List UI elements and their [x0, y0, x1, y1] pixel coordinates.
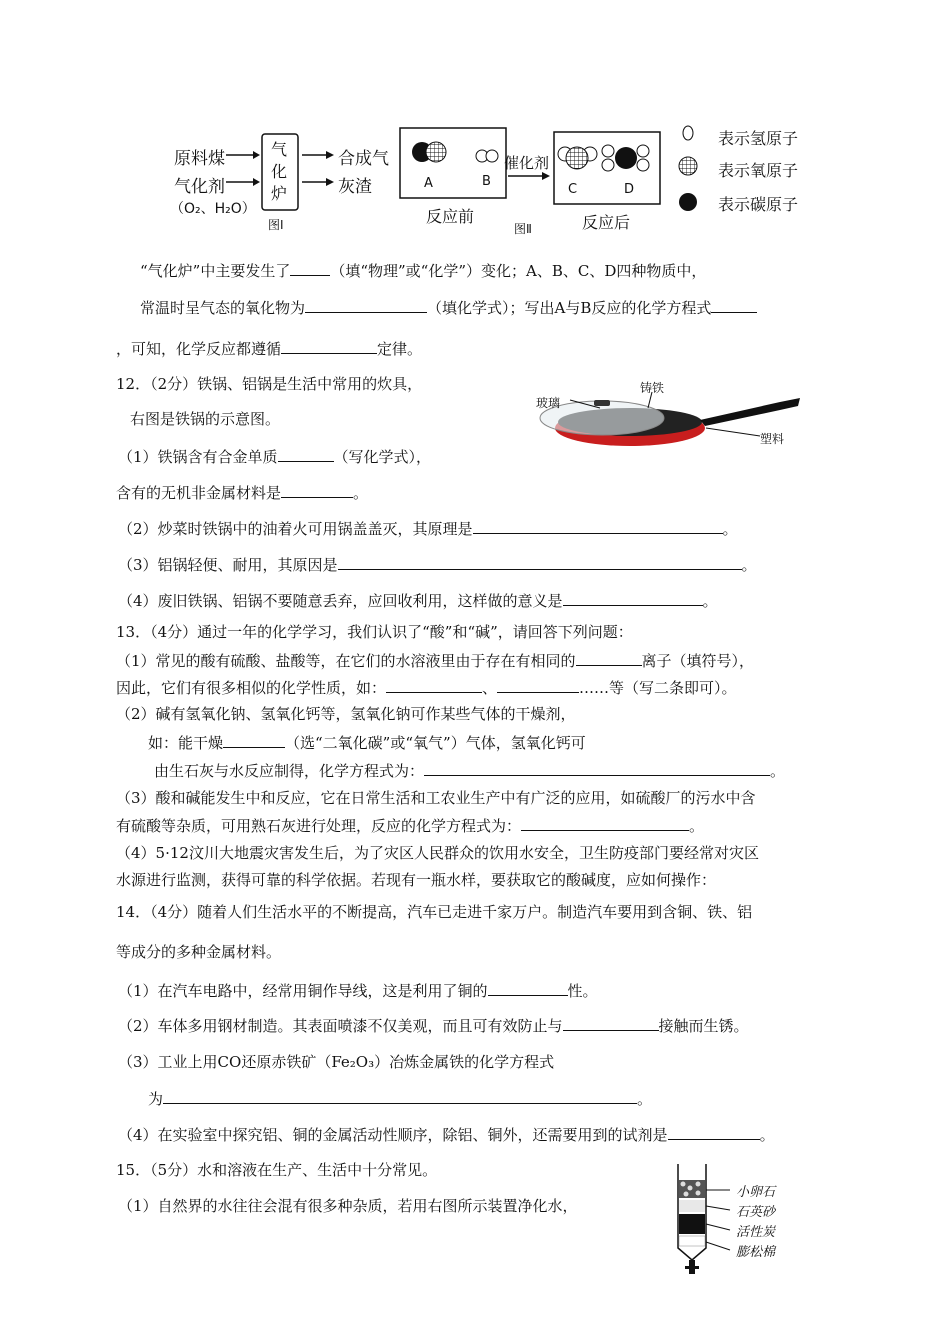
q13-p3-text-c: 。 [689, 817, 705, 835]
q14-p1-text-b: 性。 [567, 982, 598, 1000]
pan-label-plastic: 塑料 [760, 432, 785, 446]
q13-p4-line: （4）5·12汶川大地震灾害发生后，为了灾区人民群众的饮用水安全，卫生防疫部门要经常对灾区 [116, 844, 759, 862]
q11-line-1 [140, 260, 706, 281]
filter-label-sand: 石英砂 [736, 1205, 776, 1220]
q13-p1-text-d: 、 [482, 679, 498, 697]
q13-p1-line-2 [116, 677, 737, 698]
q13-p2-line-3 [154, 760, 785, 781]
q12-blank-3[interactable] [473, 518, 723, 534]
q13-blank-4[interactable] [223, 732, 285, 748]
q11-text-2a: 常温时呈气态的氧化物为 [140, 299, 306, 317]
q12-blank-4[interactable] [338, 554, 742, 570]
q13-p1-text-a: （1）常见的酸有硫酸、盐酸等，在它们的水溶液里由于存在有相同的 [116, 652, 576, 670]
furnace-char-3: 炉 [271, 184, 288, 203]
q14-title: 14．（4分）随着人们生活水平的不断提高，汽车已走进千家万户。制造汽车要用到含铜、铁、铝 [116, 903, 753, 921]
q15-title: 15．（5分）水和溶液在生产、生活中十分常见。 [116, 1161, 438, 1179]
q14-blank-1[interactable] [488, 980, 568, 996]
frying-pan-image [530, 378, 820, 460]
furnace-char-2: 化 [271, 162, 288, 181]
legend-hydrogen: 表示氢原子 [718, 129, 799, 148]
q12-p3-text-b: 。 [741, 556, 757, 574]
agent-formula-label: （O₂、H₂O） [170, 201, 256, 217]
q12-blank-2[interactable] [281, 482, 353, 498]
q13-p2-text-d: 由生石灰与水反应制得，化学方程式为： [154, 762, 425, 780]
q11-line-3 [116, 338, 422, 359]
filter-label-cotton: 膨松棉 [736, 1245, 776, 1260]
legend-carbon: 表示碳原子 [718, 195, 799, 214]
before-label: 反应前 [426, 207, 475, 226]
q11-text-1b: （填“物理”或“化学”）变化；A、B、C、D四种物质中， [330, 262, 707, 280]
q14-line-2: 等成分的多种金属材料。 [116, 943, 282, 961]
legend-oxygen: 表示氧原子 [718, 161, 799, 180]
q13-blank-5[interactable] [424, 760, 770, 776]
q14-p2-text-a: （2）车体多用钢材制造。其表面喷漆不仅美观，而且可有效防止与 [118, 1017, 563, 1035]
label-a: A [424, 176, 433, 191]
q14-p3-line: （3）工业上用CO还原赤铁矿（Fe₂O₃）冶炼金属铁的化学方程式 [118, 1053, 555, 1071]
q13-p3-line-2 [116, 815, 704, 836]
q12-p1-text-a: （1）铁锅含有合金单质 [118, 448, 278, 466]
q12-p2-text-b: 。 [722, 520, 738, 538]
q12-p1-line-2 [116, 482, 368, 503]
figure-2-caption: 图Ⅱ [514, 222, 532, 236]
q13-p1-text-c: 因此，它们有很多相似的化学性质，如： [116, 679, 387, 697]
pan-label-glass: 玻璃 [536, 396, 561, 410]
q13-p3-text-b: 有硫酸等杂质，可用熟石灰进行处理，反应的化学方程式为： [116, 817, 522, 835]
q15-p1-line: （1）自然界的水往往会混有很多种杂质，若用右图所示装置净化水， [118, 1197, 578, 1215]
water-filter-image [668, 1160, 788, 1284]
q12-p3-text-a: （3）铝锅轻便、耐用，其原因是 [118, 556, 338, 574]
q12-line-2: 右图是铁锅的示意图。 [130, 410, 281, 428]
q13-p2-line-2 [148, 732, 586, 753]
q11-blank-1[interactable] [290, 260, 330, 276]
q12-p4-text-b: 。 [702, 592, 718, 610]
q12-p4-text-a: （4）废旧铁锅、铝锅不要随意丢弃，应回收利用，这样做的意义是 [118, 592, 563, 610]
q13-blank-1[interactable] [576, 650, 642, 666]
furnace-char-1: 气 [271, 140, 288, 159]
q11-text-3a: ，可知，化学反应都遵循 [116, 340, 282, 358]
q14-blank-4[interactable] [668, 1124, 760, 1140]
ash-label: 灰渣 [338, 177, 372, 197]
figure-1 [160, 128, 390, 238]
q13-p1-text-e: ……等（写二条即可）。 [579, 679, 737, 697]
q11-blank-2[interactable] [305, 297, 427, 313]
q11-line-2 [140, 297, 757, 318]
q14-p2-line [118, 1015, 749, 1036]
q14-p3-line-2 [148, 1088, 652, 1109]
q11-blank-3[interactable] [711, 297, 757, 313]
q14-p3-text-c: 。 [637, 1090, 653, 1108]
q14-blank-2[interactable] [563, 1015, 659, 1031]
q13-blank-2[interactable] [386, 677, 482, 693]
figure-2 [398, 124, 818, 242]
q12-p4-line [118, 590, 718, 611]
q12-p1-text-b: （写化学式）， [333, 448, 432, 466]
q11-text-2b: （填化学式）；写出A与B反应的化学方程式 [427, 299, 712, 317]
frying-pan-drawing [530, 378, 820, 460]
q13-p3-line: （3）酸和碱能发生中和反应，它在日常生活和工农业生产中有广泛的应用，如硫酸厂的污水中含 [116, 789, 756, 807]
q13-p1-text-b: 离子（填符号）， [641, 652, 755, 670]
q11-blank-4[interactable] [281, 338, 377, 354]
q13-p2-line: （2）碱有氢氧化钠、氢氧化钙等，氢氧化钠可作某些气体的干燥剂， [116, 705, 576, 723]
q13-p2-text-e: 。 [770, 762, 786, 780]
q12-p1-text-c: 含有的无机非金属材料是 [116, 484, 282, 502]
label-d: D [624, 182, 635, 197]
q11-text-3b: 定律。 [377, 340, 423, 358]
q13-p2-text-c: （选“二氧化碳”或“氧气”）气体，氢氧化钙可 [285, 734, 586, 752]
q12-p3-line [118, 554, 757, 575]
q13-p4-line-2: 水源进行监测，获得可靠的科学依据。若现有一瓶水样，要获取它的酸碱度，应如何操作： [116, 871, 717, 889]
q12-p2-text-a: （2）炒菜时铁锅中的油着火可用锅盖盖灭，其原理是 [118, 520, 473, 538]
q12-blank-1[interactable] [278, 446, 334, 462]
filter-label-carbon: 活性炭 [736, 1225, 776, 1240]
pan-label-iron: 铸铁 [640, 381, 665, 395]
q14-p1-line [118, 980, 598, 1001]
q12-p1-text-d: 。 [353, 484, 369, 502]
q12-blank-5[interactable] [563, 590, 703, 606]
q14-p3-text-b: 为 [148, 1090, 164, 1108]
q11-text-1a: “气化炉”中主要发生了 [140, 262, 291, 280]
q14-p4-text-a: （4）在实验室中探究铝、铜的金属活动性顺序，除铝、铜外，还需要用到的试剂是 [118, 1126, 668, 1144]
q13-title: 13．（4分）通过一年的化学学习，我们认识了“酸”和“碱”，请回答下列问题： [116, 623, 633, 641]
raw-coal-label: 原料煤 [174, 149, 225, 169]
q12-p2-line [118, 518, 738, 539]
q14-p2-text-b: 接触而生锈。 [658, 1017, 749, 1035]
q12-p1-line [118, 446, 431, 467]
q14-p4-text-b: 。 [759, 1126, 775, 1144]
q13-p2-text-b: 如：能干燥 [148, 734, 224, 752]
after-label: 反应后 [582, 213, 631, 232]
q13-p1-line [116, 650, 754, 671]
q14-blank-3[interactable] [163, 1088, 637, 1104]
catalyst-label: 催化剂 [504, 154, 550, 172]
label-c: C [568, 182, 578, 197]
q14-p1-text-a: （1）在汽车电路中，经常用铜作导线，这是利用了铜的 [118, 982, 488, 1000]
q13-blank-3[interactable] [497, 677, 579, 693]
label-b: B [482, 174, 491, 189]
filter-label-pebble: 小卵石 [736, 1185, 776, 1200]
gasifying-agent-label: 气化剂 [174, 177, 225, 197]
q14-p4-line [118, 1124, 775, 1145]
q13-blank-6[interactable] [521, 815, 689, 831]
q12-title: 12．（2分）铁锅、铝锅是生活中常用的炊具， [116, 375, 423, 393]
syngas-label: 合成气 [338, 149, 389, 169]
figure-1-caption: 图Ⅰ [268, 218, 284, 232]
